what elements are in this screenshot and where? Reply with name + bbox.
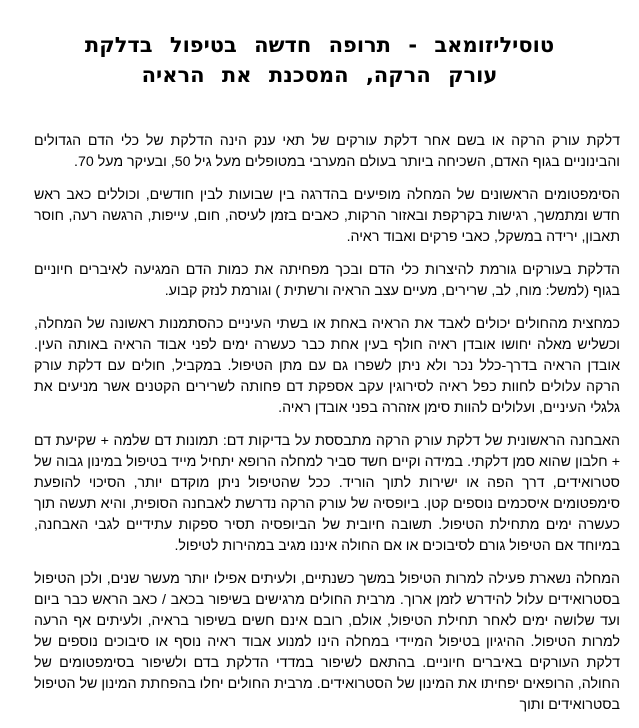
paragraph-5: האבחנה הראשונית של דלקת עורק הרקה מתבססת על בדיקות דם: תמונות דם שלמה + שקיעת דם + חלבון שהוא סמן דלקתי. במידה וקיים חשד סביר למחלה הרופא יתחיל מייד בטיפול במינון גבוה של סטרואידים, דרך הפה או ישירות לתוך הוריד. ככל שהטיפול ניתן מוקדם יותר, הסיכוי להופעת סימפטומים איסכמים נוספים קטן. ביופסיה של עורק הרקה נדרשת לאבחנה הסופית, והיא תעשה תוך כעשרה ימים מתחילת הטיפול. תשובה חיובית של הביופסיה תסיר ספקות עתידיים לגבי האבחנה, במיוחד אם הטיפול גורם לסיבוכים או אם החולה איננו מגיב במהירות לטיפול. [34, 433, 620, 554]
paragraph-3: הדלקת בעורקים גורמת להיצרות כלי הדם ובכך מפחיתה את כמות הדם המגיעה לאיברים חיוניים בגוף (למשל: מוח, לב, שרירים, מעיים עצב הראיה ורשתית ) וגורמת לנזק קבוע. [34, 262, 620, 299]
document-title-line-2: עורק הרקה, המסכנת את הראיה [141, 63, 498, 87]
document-title-line-1: טוסיליזומאב - תרופה חדשה בטיפול בדלקת [84, 33, 555, 57]
paragraph-1: דלקת עורק הרקה או בשם אחר דלקת עורקים של תאי ענק הינה הדלקת של כלי הדם הגדולים והבינוניים בגוף האדם, השכיחה ביותר בעולם המערבי במטופלים מעל גיל 50, ובעיקר מעל 70. [34, 133, 620, 170]
paragraph-2: הסימפטומים הראשונים של המחלה מופיעים בהדרגה בין שבועות לבין חודשים, וכוללים כאב ראש חדש ומתמשך, רגישות בקרקפת ובאזור הרקות, כאבים בזמן לעיסה, חום, עייפות, הרגשה רעה, חוסר תאבון, ירידה במשקל, כאבי פרקים ואבוד ראיה. [34, 187, 620, 245]
document-body [34, 131, 620, 728]
paragraph-6: המחלה נשארת פעילה למרות הטיפול במשך כשנתיים, ולעיתים אפילו יותר מעשר שנים, ולכן הטיפול בסטרואידים עלול להידרש לזמן ארוך. מרבית החולים מרגישים בשיפור בכאב / כאב הראש כבר ביום ועד שלושה ימים לאחר תחילת הטיפול, אולם, רובם אינם חשים בשיפור בראיה, ולעיתים אף הרעה למרות הטיפול. ההיגיון בטיפול המיידי במחלה הינו למנוע אבוד ראיה נוסף או סיבוכים נוספים של דלקת העורקים באיברים חיוניים. בהתאם לשיפור במדדי הדלקת בדם ולשיפור בסימפטומים של החולה, הרופאים יפחיתו את המינון של הסטרואידים. מרבית החולים יחלו בהפחתת המינון של הטיפול בסטרואידים ותוך [34, 571, 620, 713]
paragraph-4: כמחצית מהחולים יכולים לאבד את הראיה באחת או בשתי העיניים כהסתמנות ראשונה של המחלה, וכשליש מאלה יחושו אובדן ראיה חולף בעין אחת כבר כעשרה ימים לפני אבוד הראיה באותה העין. אובדן הראיה בדרך-כלל נכר ולא ניתן לשפרו גם עם מתן הטיפול. במקביל, חולים עם דלקת עורק הרקה עלולים לחוות כפל ראיה לסירוגין עקב אספקת דם פחותה לשרירים הקטנים אשר מניעים את גלגלי העיניים, ועלולים להוות סימן אזהרה בפני אובדן ראיה. [34, 316, 620, 416]
